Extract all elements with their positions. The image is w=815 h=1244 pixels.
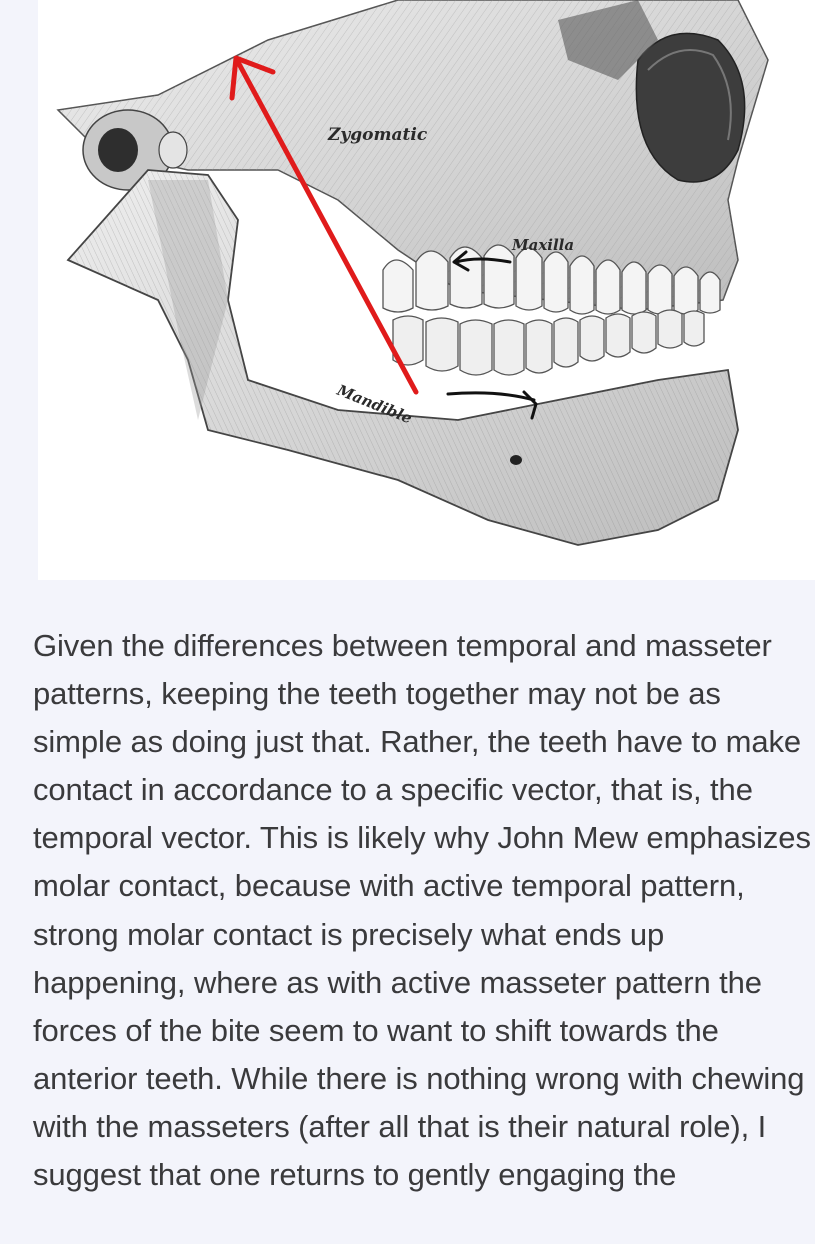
label-mandible: Mandible [334, 381, 415, 428]
label-maxilla: Maxilla [512, 236, 575, 254]
skull-jaw-illustration [38, 0, 815, 580]
label-zygomatic: Zygomatic [328, 125, 428, 145]
article-paragraph: Given the differences between temporal and masseter patterns, keeping the teeth together may not be as simple as doing just that. Rather, the teeth have to make contact in accordance to a specific vector, that is, the temporal vector. This is likely why John Mew emphasizes molar contact, because with active temporal pattern, strong molar contact is precisely what ends up happening, where as with active masseter pattern the forces of the bite seem to want to shift towards the anterior teeth. While there is nothing wrong with chewing with the masseters (after all that is their natural role), I suggest that one returns to gently engaging the [33, 628, 811, 1193]
mental-foramen [510, 455, 522, 465]
jaw-diagram [38, 0, 815, 580]
lower-teeth [393, 310, 704, 375]
